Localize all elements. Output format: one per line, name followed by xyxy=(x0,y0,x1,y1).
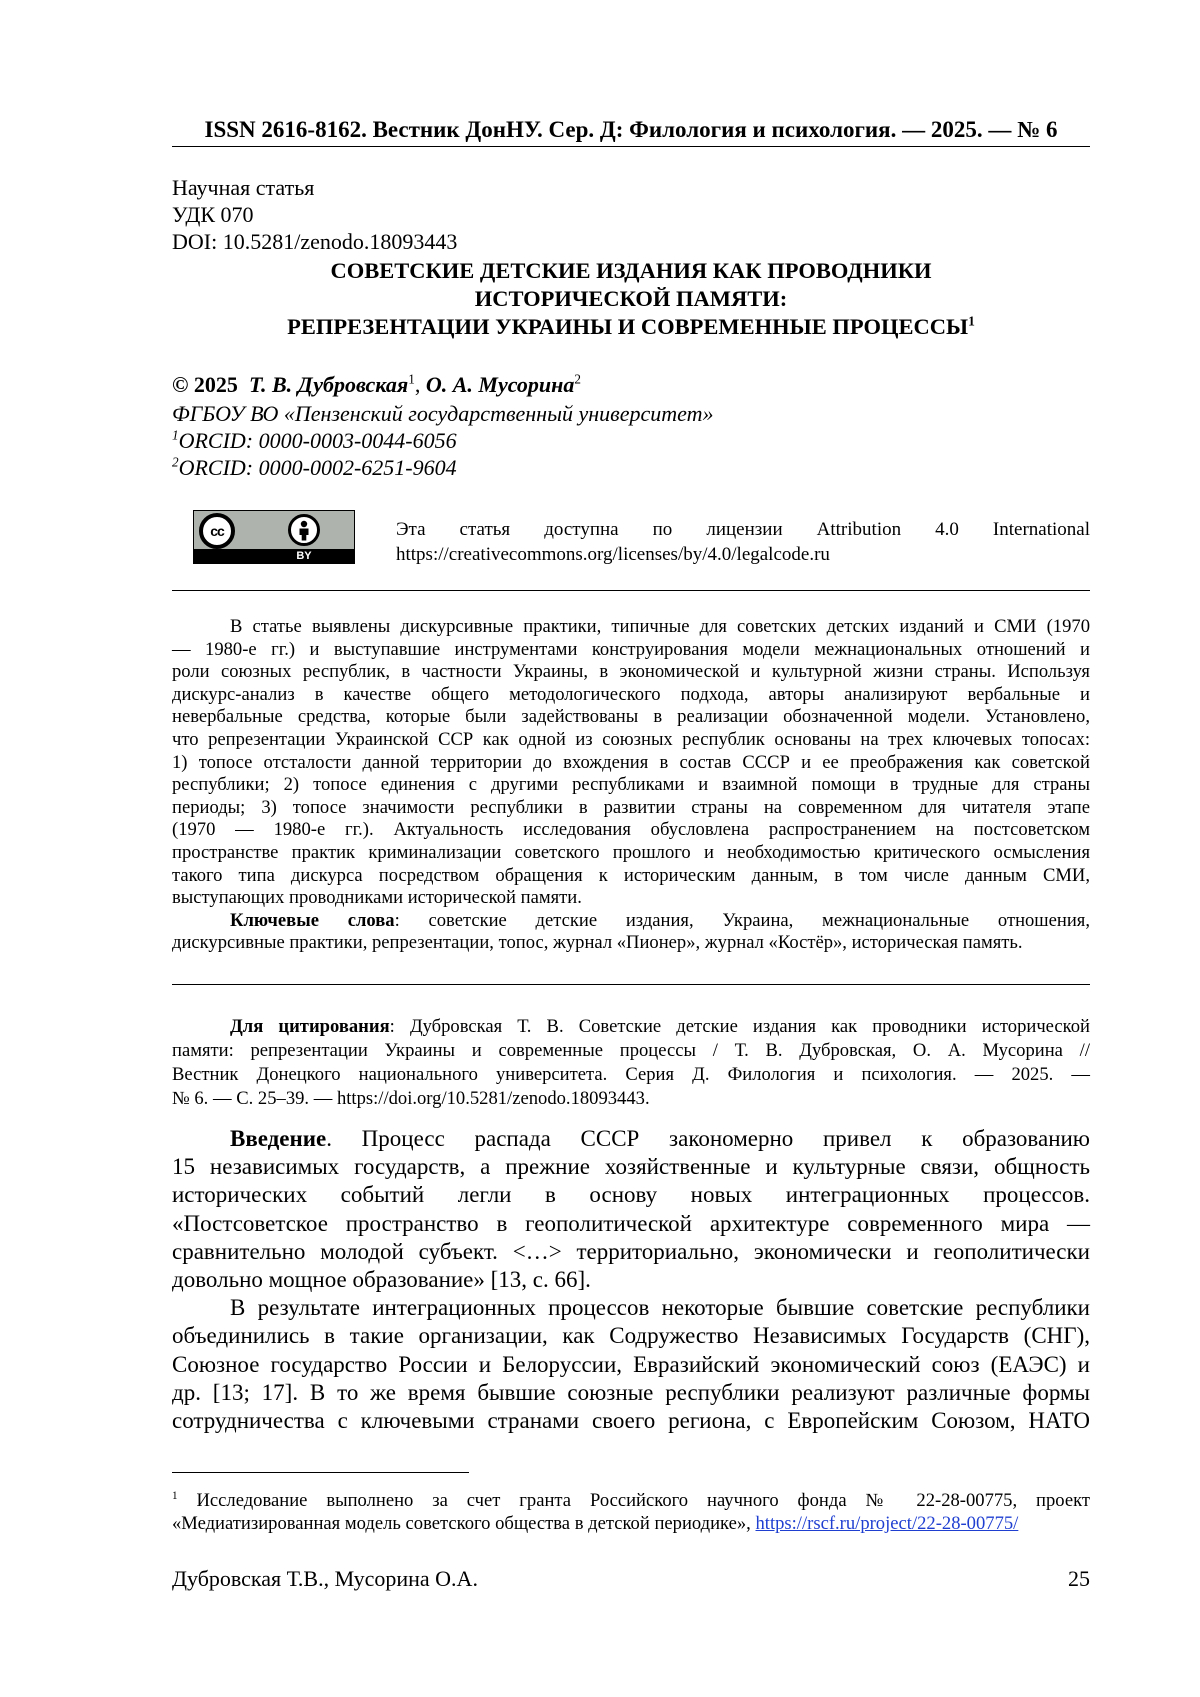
keywords-line-2: дискурсивные практики, репрезентации, топос, журнал «Пионер», журнал «Костёр», историческая память. xyxy=(172,932,1023,954)
orcid-2 xyxy=(172,454,714,481)
citation-label: Для цитирования xyxy=(230,1016,390,1037)
footnote-mark: 1 xyxy=(172,1489,178,1502)
body-line: «Постсоветское пространство в геополитической архитектуре современного мира — xyxy=(172,1210,1090,1236)
abstract-line: пространстве практик криминализации советского прошлого и необходимостью критического осмысления xyxy=(172,841,1090,863)
abstract-line: (1970 — 1980-е гг.). Актуальность исследования обусловлена распространением на постсоветском xyxy=(172,819,1090,841)
authors-line xyxy=(172,371,581,399)
article-meta xyxy=(172,174,457,255)
citation-text-1: : Дубровская Т. В. Советские детские издания как проводники исторической xyxy=(389,1016,1090,1037)
affiliation-block xyxy=(172,400,714,481)
abstract-bottom-rule xyxy=(172,984,1090,985)
article-body xyxy=(172,1125,1090,1435)
cc-by-license-badge xyxy=(193,510,355,564)
citation-line: памяти: репрезентации Украины и современные процессы / Т. В. Дубровская, О. А. Мусорина // xyxy=(172,1040,1090,1061)
keywords-text-1: : советские детские издания, Украина, межнациональные отношения, xyxy=(394,909,1090,931)
footnote-rule xyxy=(172,1472,469,1473)
title-line-1: СОВЕТСКИЕ ДЕТСКИЕ ИЗДАНИЯ КАК ПРОВОДНИКИ xyxy=(330,258,932,283)
abstract-line: 1) топосе отсталости данной территории до вхождения в состав СССР и ее преображения как советской xyxy=(172,751,1090,773)
udk: УДК 070 xyxy=(172,202,254,227)
body-line: 15 независимых государств, а прежние хозяйственные и культурные связи, общность xyxy=(172,1154,1090,1180)
orcid-1 xyxy=(172,427,714,454)
body-line: объединились в такие организации, как Содружество Независимых Государств (СНГ), xyxy=(172,1323,1090,1349)
footnote-line-1 xyxy=(172,1489,1090,1512)
body-line: сотрудничества с ключевыми странами своего региона, с Европейским Союзом, НАТО xyxy=(172,1408,1090,1434)
orcid-2-mark: 2 xyxy=(172,454,179,470)
citation-line-1 xyxy=(172,1015,1090,1039)
body-line: исторических событий легли в основу новых интеграционных процессов. xyxy=(172,1182,1090,1208)
orcid-1-mark: 1 xyxy=(172,427,179,443)
title-line-2: ИСТОРИЧЕСКОЙ ПАМЯТИ: xyxy=(474,286,788,311)
abstract-line: республики; 2) топосе единения с другими республиками и взаимной помощи в трудные для страны xyxy=(172,774,1090,796)
author-separator: , xyxy=(414,372,426,397)
footer-authors: Дубровская Т.В., Мусорина О.А. xyxy=(172,1566,478,1591)
article-type: Научная статья xyxy=(172,175,315,200)
body-line: др. [13; 17]. В то же время бывшие союзные республики реализуют различные формы xyxy=(172,1379,1090,1405)
author-2: О. А. Мусорина xyxy=(425,372,575,397)
footnote-text-1: Исследование выполнено за счет гранта Российского научного фонда № 22-28-00775, проект xyxy=(177,1490,1090,1511)
abstract-line: роли союзных республик, в частности Украины, в экономической и культурной жизни страны. Используя xyxy=(172,661,1090,683)
cc-icon: cc xyxy=(199,513,235,549)
citation-block xyxy=(172,1015,1090,1111)
keywords-label: Ключевые слова xyxy=(230,909,395,931)
header-rule xyxy=(172,146,1090,147)
intro-text-1: . Процесс распада СССР закономерно привел к образованию xyxy=(326,1126,1090,1151)
license-text: Эта статья доступна по лицензии Attribution 4.0 International xyxy=(396,519,1090,540)
affiliation: ФГБОУ ВО «Пензенский государственный университет» xyxy=(172,401,714,426)
abstract-line: невербальные средства, которые были задействованы в реализации обозначенной модели. Установлено, xyxy=(172,706,1090,728)
abstract-line: — 1980-е гг.) и выступавшие инструментами конструирования модели межнациональных отношений и xyxy=(172,638,1090,660)
abstract-top-rule xyxy=(172,590,1090,591)
body-line: сравнительно молодой субъект. <…> территориально, экономически и геополитически xyxy=(172,1238,1090,1264)
footnote-link[interactable]: https://rscf.ru/project/22-28-00775/ xyxy=(755,1513,1019,1534)
license-note xyxy=(396,517,1090,567)
body-line: В результате интеграционных процессов некоторые бывшие советские республики xyxy=(230,1295,1090,1321)
title-line-3 xyxy=(172,313,1090,341)
orcid-2-text: ORCID: 0000-0002-6251-9604 xyxy=(178,455,457,480)
title-footnote-mark: 1 xyxy=(968,313,975,329)
running-header: ISSN 2616-8162. Вестник ДонНУ. Сер. Д: Филология и психология. — 2025. — № 6 xyxy=(204,117,1058,142)
citation-line: № 6. — С. 25–39. — https://doi.org/10.5281/zenodo.18093443. xyxy=(172,1088,650,1109)
author-2-mark: 2 xyxy=(574,371,581,387)
citation-line: Вестник Донецкого национального университета. Серия Д. Филология и психология. — 2025. — xyxy=(172,1064,1090,1085)
copyright: © 2025 xyxy=(172,372,238,397)
abstract-line: такого типа дискурса посредством обращения к историческим данным, в том числе данным СМИ, xyxy=(172,864,1090,886)
author-1-mark: 1 xyxy=(408,371,415,387)
license-url[interactable]: https://creativecommons.org/licenses/by/4.0/legalcode.ru xyxy=(396,544,830,565)
author-1: Т. В. Дубровская xyxy=(248,372,409,397)
intro-label: Введение xyxy=(230,1126,327,1151)
body-line: Союзное государство России и Белоруссии, Евразийский экономический союз (ЕАЭС) и xyxy=(172,1351,1090,1377)
abstract xyxy=(172,616,1090,955)
attribution-person-icon xyxy=(288,514,320,546)
abstract-line: дискурс-анализ в качестве общего методологического подхода, авторы анализируют вербальные и xyxy=(172,683,1090,705)
keywords-line-1 xyxy=(172,910,1090,933)
by-label: BY xyxy=(296,550,312,562)
doi: DOI: 10.5281/zenodo.18093443 xyxy=(172,229,458,254)
abstract-line: периоды; 3) топосе значимости республики в развитии страны на современном для читателя этапе xyxy=(172,796,1090,818)
abstract-line: В статье выявлены дискурсивные практики, типичные для советских детских изданий и СМИ (1970 xyxy=(230,616,1090,637)
footnote-text-2: «Медиатизированная модель советского общества в детской периодике», xyxy=(172,1513,756,1534)
body-line: довольно мощное образование» [13, с. 66]. xyxy=(172,1267,591,1293)
abstract-line: что репрезентации Украинской ССР как одной из союзных республик основаны на трех ключевых топосах: xyxy=(172,728,1090,750)
article-title xyxy=(172,257,1090,341)
title-line-3-text: РЕПРЕЗЕНТАЦИИ УКРАИНЫ И СОВРЕМЕННЫЕ ПРОЦЕССЫ xyxy=(287,314,969,339)
footnote-line-2 xyxy=(172,1512,1090,1535)
page-number: 25 xyxy=(1068,1566,1090,1591)
orcid-1-text: ORCID: 0000-0003-0044-6056 xyxy=(178,428,457,453)
footnote xyxy=(172,1489,1090,1535)
abstract-line: выступающих проводниками исторической памяти. xyxy=(172,887,582,909)
intro-line-1 xyxy=(172,1125,1090,1153)
